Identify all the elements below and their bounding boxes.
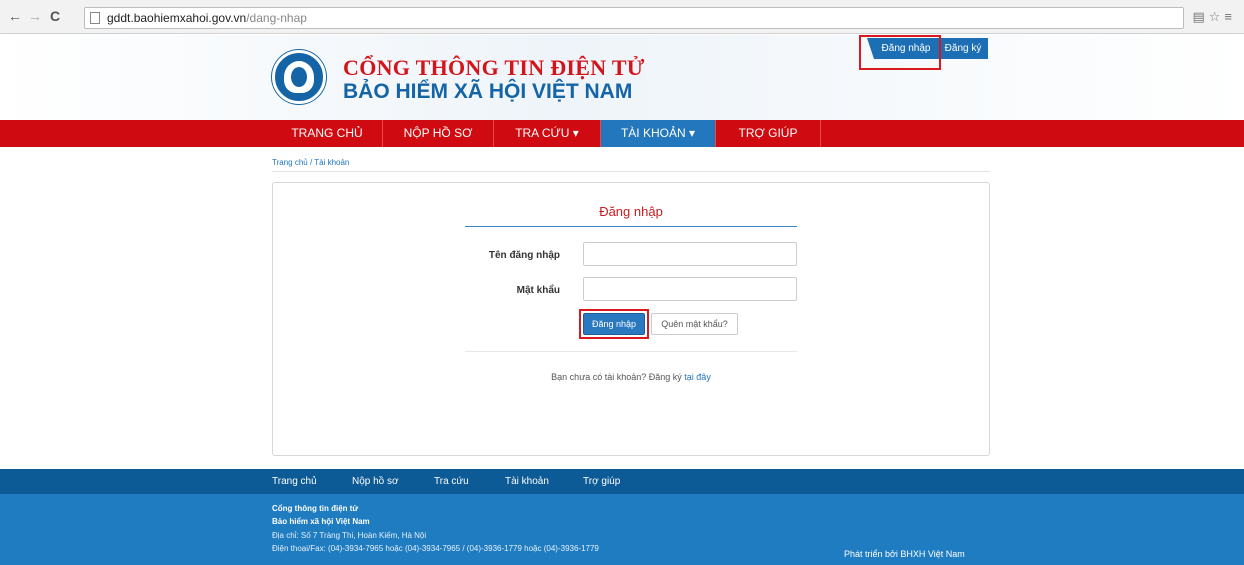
site-title-line2: BẢO HIỂM XÃ HỘI VIỆT NAM [343, 80, 633, 103]
reload-icon[interactable]: C [50, 8, 61, 24]
highlight-box-submit [579, 309, 649, 339]
login-button[interactable]: Đăng nhập [583, 313, 645, 335]
forward-icon[interactable]: → [28, 8, 42, 24]
footer-link-help[interactable]: Trợ giúp [583, 476, 621, 487]
form-divider [465, 351, 797, 352]
nav-item-home[interactable]: TRANG CHỦ [272, 120, 383, 147]
username-input[interactable] [583, 242, 797, 266]
nav-item-account[interactable]: TÀI KHOẢN ▾ [601, 120, 716, 147]
header-register-button[interactable]: Đăng ký [938, 38, 988, 59]
footer-link-account[interactable]: Tài khoản [505, 476, 549, 487]
header-login-button[interactable]: Đăng nhập [874, 38, 938, 59]
site-title-line1: CỔNG THÔNG TIN ĐIỆN TỬ [343, 55, 645, 80]
nav-item-lookup[interactable]: TRA CỨU ▾ [494, 120, 601, 147]
footer-org-line2: Bảo hiểm xã hội Việt Nam [272, 517, 370, 526]
password-input[interactable] [583, 277, 797, 301]
forgot-password-button[interactable]: Quên mật khẩu? [651, 313, 738, 335]
breadcrumb-divider [272, 171, 990, 172]
browser-toolbar [0, 0, 1244, 34]
bhxh-logo[interactable] [272, 50, 326, 104]
footer [0, 494, 1244, 565]
login-title: Đăng nhập [599, 204, 663, 219]
footer-nav [0, 469, 1244, 494]
address-bar[interactable] [84, 7, 1184, 29]
username-label: Tên đăng nhập [488, 250, 560, 261]
footer-link-submit[interactable]: Nộp hồ sơ [352, 476, 399, 487]
breadcrumb[interactable]: Trang chủ / Tài khoản [272, 158, 350, 167]
login-title-underline [465, 226, 797, 227]
browser-menu-icons[interactable]: ▤☆≡ [1192, 9, 1236, 24]
footer-link-home[interactable]: Trang chủ [272, 476, 317, 487]
nav-item-help[interactable]: TRỢ GIÚP [716, 120, 821, 147]
footer-link-lookup[interactable]: Tra cứu [434, 476, 469, 487]
main-nav [0, 120, 1244, 147]
footer-phone: Điện thoại/Fax: (04)-3934-7965 hoặc (04)-3934-7965 / (04)-3936-1779 hoặc (04)-3936-1779 [272, 544, 599, 553]
password-label: Mật khẩu [516, 285, 560, 296]
url-host: gddt.baohiemxahoi.gov.vn [107, 11, 247, 25]
signup-prompt [465, 372, 797, 382]
footer-org-line1: Cổng thông tin điện tử [272, 504, 359, 513]
back-icon[interactable]: ← [8, 8, 22, 24]
nav-item-submit[interactable]: NỘP HỒ SƠ [383, 120, 494, 147]
signup-link[interactable]: tại đây [684, 372, 711, 382]
signup-prompt-text: Bạn chưa có tài khoản? Đăng ký [551, 372, 682, 382]
site-header [0, 35, 1244, 120]
url-path: /dang-nhap [246, 11, 307, 25]
logo-emblem-center [291, 67, 307, 87]
page-icon [90, 12, 100, 24]
footer-address: Địa chỉ: Số 7 Tràng Thi, Hoàn Kiếm, Hà Nội [272, 531, 427, 540]
highlight-box-login [859, 35, 941, 70]
footer-credit: Phát triển bởi BHXH Việt Nam [844, 549, 965, 559]
